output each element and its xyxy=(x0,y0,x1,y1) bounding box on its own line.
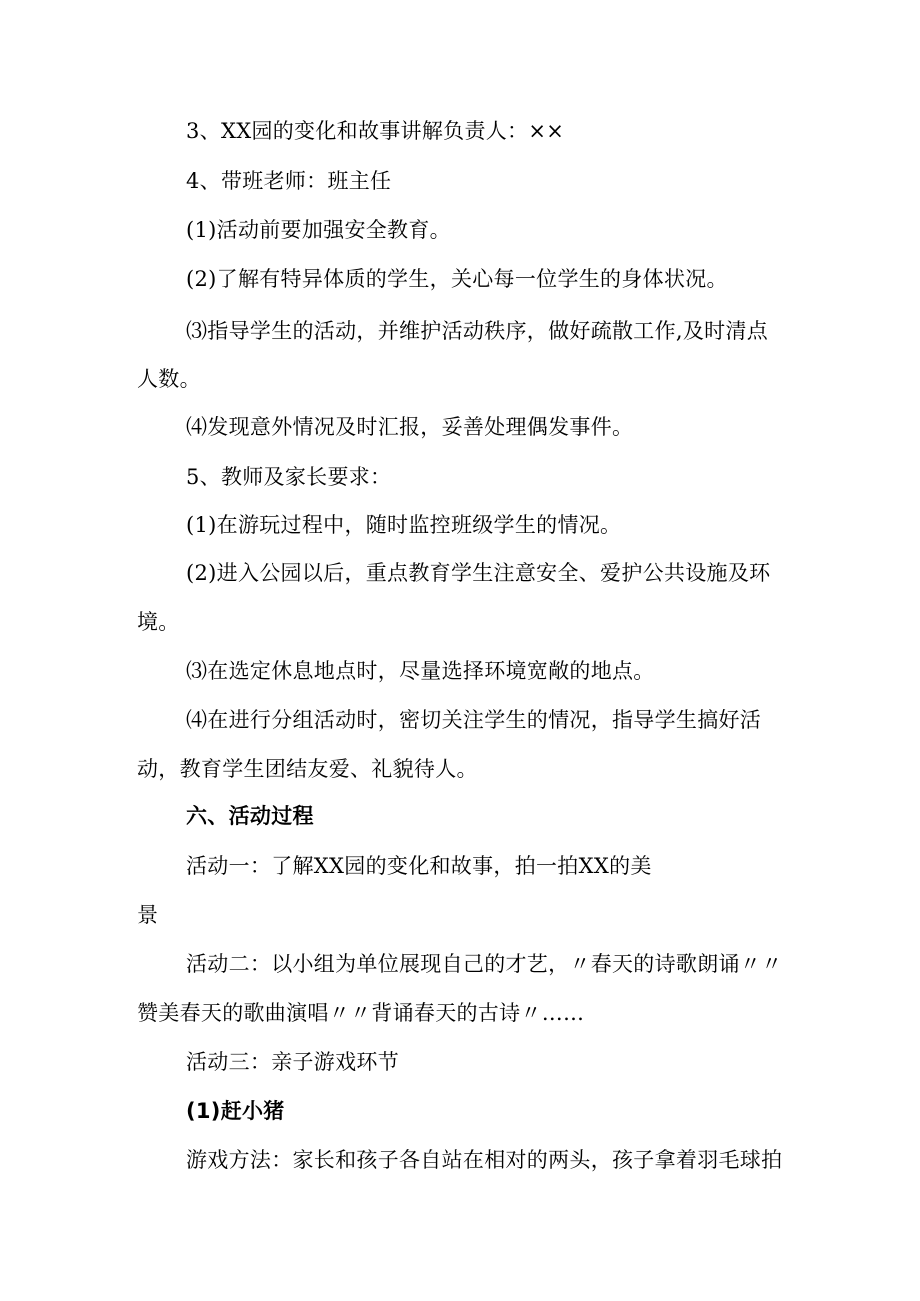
teacher-duty-1: (1)活动前要加强安全教育。 xyxy=(186,218,451,242)
requirement-3: ⑶在选定休息地点时，尽量选择环境宽敞的地点。 xyxy=(186,659,655,683)
activity-2: 活动二：以小组为单位展现自己的才艺，〃春天的诗歌朗诵〃〃 xyxy=(186,952,783,976)
game-1-method: 游戏方法：家长和孩子各自站在相对的两头，孩子拿着羽毛球拍 xyxy=(186,1148,783,1172)
item-5-requirements: 5、教师及家长要求： xyxy=(186,465,392,489)
activity-3: 活动三：亲子游戏环节 xyxy=(186,1050,399,1074)
game-1-title: (1)赶小猪 xyxy=(186,1099,285,1123)
requirement-4-cont: 动，教育学生团结友爱、礼貌待人。 xyxy=(137,757,478,781)
activity-1: 活动一：了解XX园的变化和故事，拍一拍XX的美 xyxy=(186,854,652,878)
section-heading-activity-process: 六、活动过程 xyxy=(186,804,314,828)
requirement-4: ⑷在进行分组活动时，密切关注学生的情况，指导学生搞好活 xyxy=(186,708,762,732)
activity-2-cont: 赞美春天的歌曲演唱〃〃背诵春天的古诗〃…… xyxy=(137,1001,585,1025)
teacher-duty-3: ⑶指导学生的活动，并维护活动秩序，做好疏散工作,及时清点 xyxy=(186,319,769,343)
requirement-2: (2)进入公园以后，重点教育学生注意安全、爱护公共设施及环 xyxy=(186,561,771,585)
teacher-duty-4: ⑷发现意外情况及时汇报，妥善处理偶发事件。 xyxy=(186,415,634,439)
teacher-duty-2: (2)了解有特异体质的学生，关心每一位学生的身体状况。 xyxy=(186,267,728,291)
requirement-2-cont: 境。 xyxy=(137,610,180,634)
item-4-class-teacher: 4、带班老师：班主任 xyxy=(186,169,392,193)
requirement-1: (1)在游玩过程中，随时监控班级学生的情况。 xyxy=(186,513,622,537)
activity-1-cont: 景 xyxy=(137,903,159,927)
teacher-duty-3-cont: 人数。 xyxy=(137,367,201,391)
item-3-narrator: 3、XX园的变化和故事讲解负责人：×× xyxy=(186,119,565,143)
